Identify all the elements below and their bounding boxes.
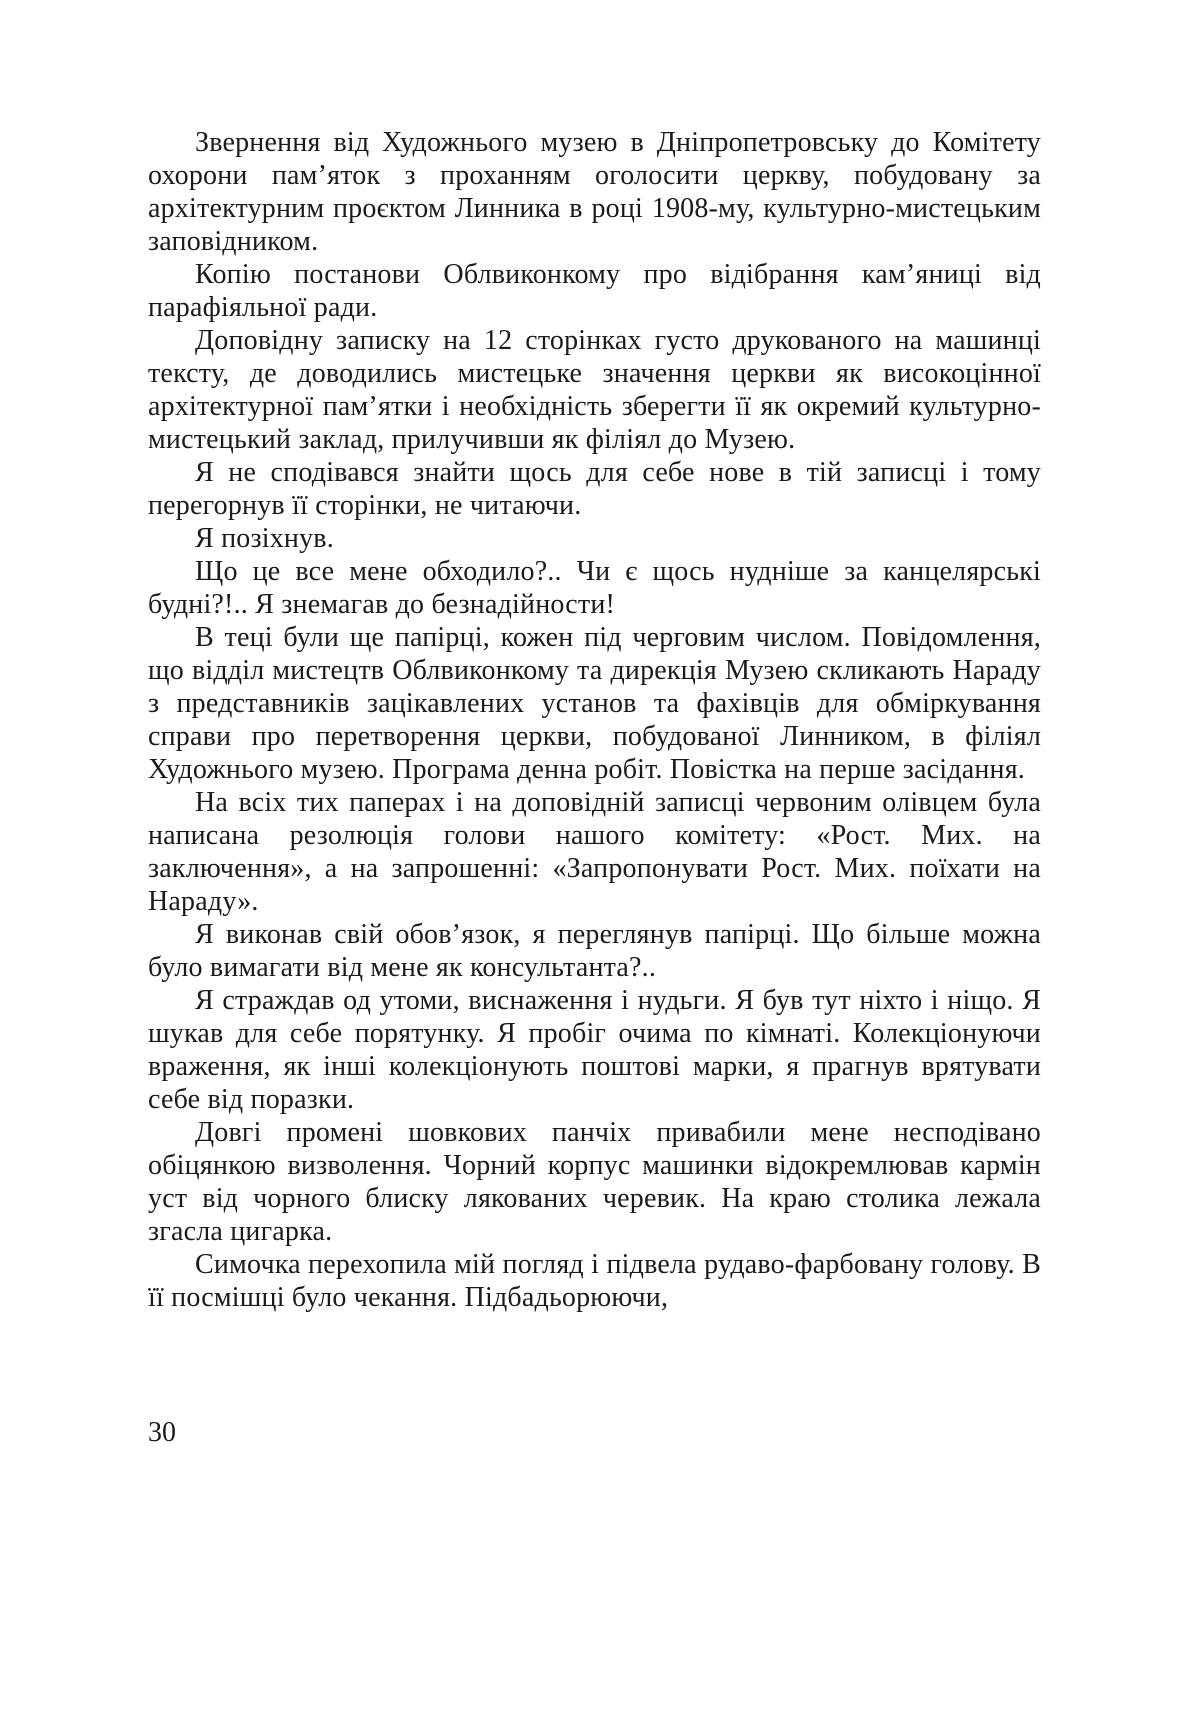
paragraph: Я виконав свій обов’язок, я переглянув папірці. Що більше можна було вимагати від мене як консультанта?.. <box>148 919 1041 983</box>
paragraph: Я не сподівався знайти щось для себе нове в тій записці і тому перегорнув її сторінки, не читаючи. <box>148 457 1041 521</box>
paragraph: Звернення від Художнього музею в Дніпропетровську до Комітету охорони пам’яток з проханням оголосити церкву, побудовану за архітектурним проєктом Линника в році 1908-му, культурно-мистецьким заповідником. <box>148 127 1041 257</box>
paragraph: Копію постанови Облвиконкому про відібрання кам’яниці від парафіяльної ради. <box>148 259 1041 323</box>
page-number: 30 <box>148 1417 176 1448</box>
paragraph: Довгі промені шовкових панчіх привабили мене несподівано обіцянкою визволення. Чорний корпус машинки відокремлював кармін уст від чорного блиску лякованих черевик. На краю столика лежала згасла цигарка. <box>148 1117 1041 1247</box>
paragraph: На всіх тих паперах і на доповідній записці червоним олівцем була написана резолюція голови нашого комітету: «Рост. Мих. на заключення», а на запрошенні: «Запропонувати Рост. Мих. поїхати на Нараду». <box>148 787 1041 917</box>
text-block <box>148 126 1041 1314</box>
paragraph: Доповідну записку на 12 сторінках густо друкованого на машинці тексту, де доводились мистецьке значення церкви як високоцінної архітектурної пам’ятки і необхідність зберегти її як окремий культурно-мистецький заклад, прилучивши як філіял до Музею. <box>148 325 1041 455</box>
paragraph: Я позіхнув. <box>195 523 334 554</box>
paragraph: Я страждав од утоми, виснаження і нудьги. Я був тут ніхто і ніщо. Я шукав для себе порятунку. Я пробіг очима по кімнаті. Колекціонуючи враження, як інші колекціонують поштові марки, я прагнув врятувати себе від поразки. <box>148 985 1041 1115</box>
paragraph: Симочка перехопила мій погляд і підвела рудаво-фарбовану голову. В її посмішці було чекання. Підбадьорюючи, <box>148 1249 1041 1313</box>
paragraph: В теці були ще папірці, кожен під черговим числом. Повідомлення, що відділ мистецтв Облвиконкому та дирекція Музею скликають Нараду з представників зацікавлених установ та фахівців для обміркування справи про перетворення церкви, побудованої Линником, в філіял Художнього музею. Програма денна робіт. Повістка на перше засідання. <box>148 622 1041 785</box>
paragraph: Що це все мене обходило?.. Чи є щось нудніше за канцелярські будні?!.. Я знемагав до безнадійности! <box>148 556 1041 620</box>
